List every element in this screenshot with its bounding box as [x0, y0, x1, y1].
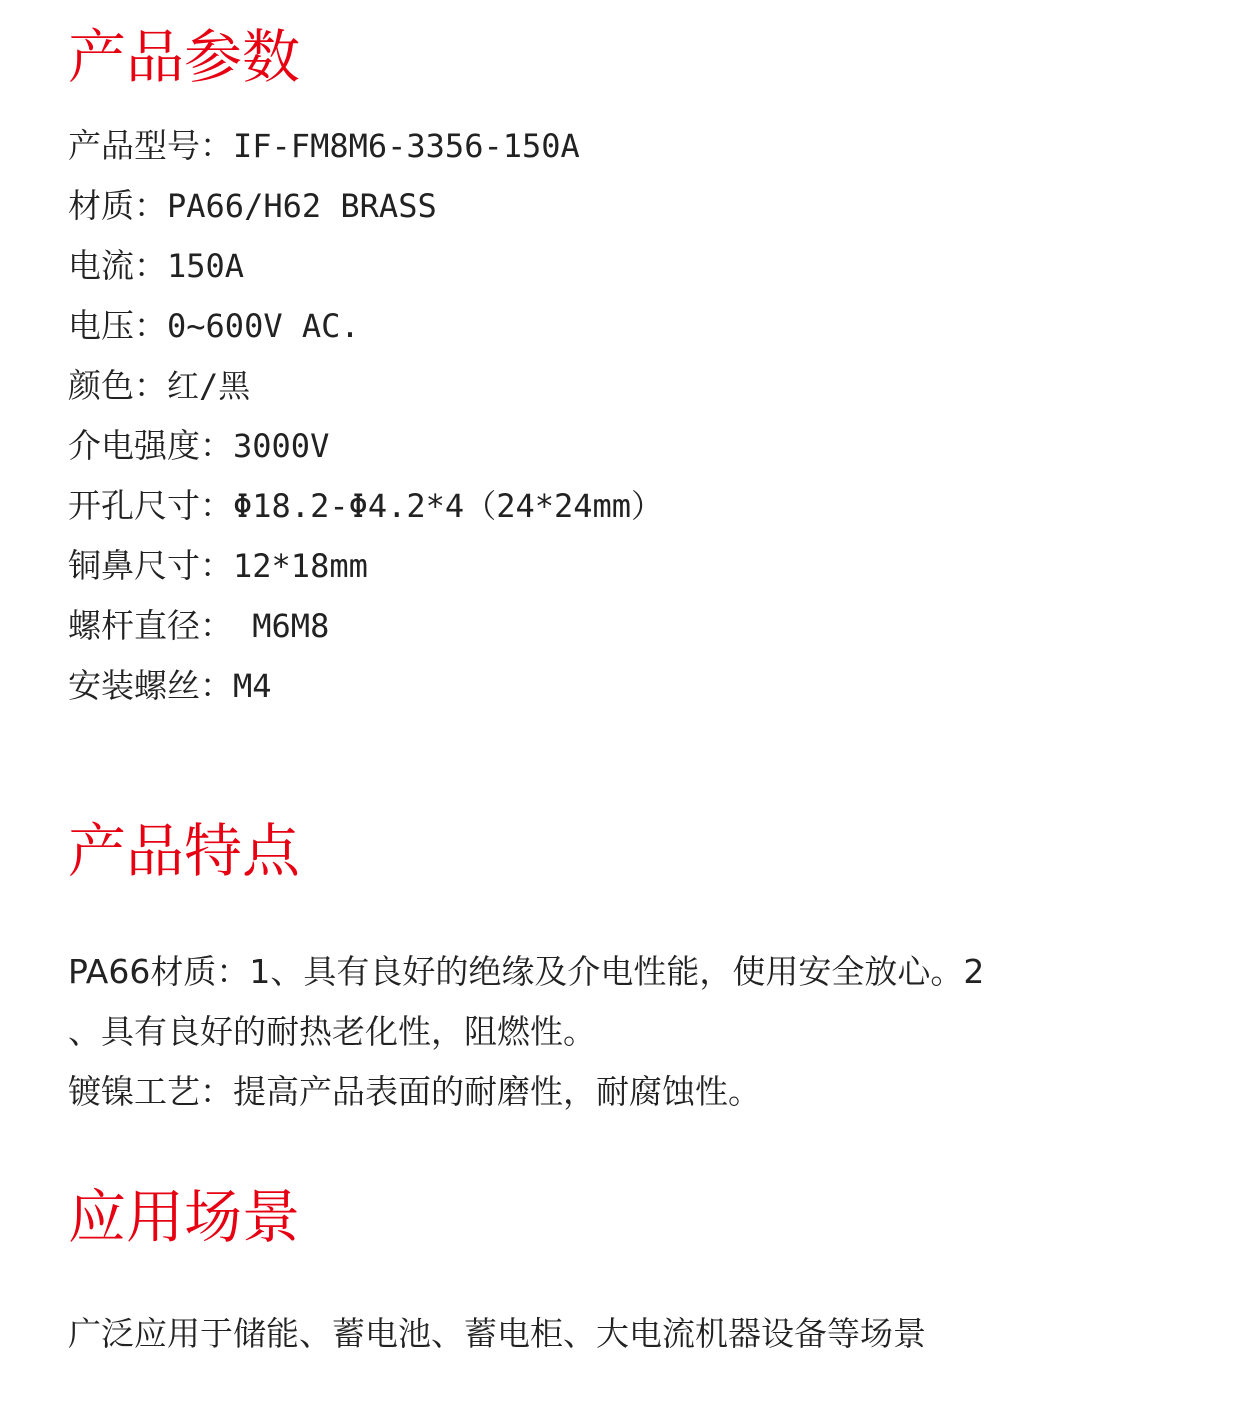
spec-row-material: [68, 176, 663, 236]
feature-line: 镀镍工艺：提高产品表面的耐磨性，耐腐蚀性。: [68, 1072, 761, 1111]
feature-line: PA66材质：1、具有良好的绝缘及介电性能，使用安全放心。2: [68, 952, 985, 991]
spec-row-color: [68, 356, 663, 416]
spec-label: 开孔尺寸：: [68, 486, 233, 525]
spec-label: 安装螺丝：: [68, 666, 233, 705]
section-title-product-params: 产品参数: [68, 23, 301, 91]
spec-row-model: [68, 116, 663, 176]
spec-row-dielectric-strength: [68, 416, 663, 476]
spec-row-stud-diameter: [68, 596, 663, 656]
spec-value: PA66/H62 BRASS: [167, 187, 437, 225]
section-title-applications: 应用场景: [68, 1183, 301, 1251]
spec-value: M4: [233, 667, 272, 705]
spec-list: [68, 116, 663, 716]
spec-label: 颜色：: [68, 366, 167, 405]
spec-row-voltage: [68, 296, 663, 356]
spec-row-current: [68, 236, 663, 296]
section-title-product-features: 产品特点: [68, 817, 301, 885]
feature-line: 、具有良好的耐热老化性，阻燃性。: [68, 1012, 596, 1051]
spec-value: 红/黑: [167, 367, 251, 405]
spec-value: 12*18mm: [233, 547, 368, 585]
spec-value: 0~600V AC.: [167, 307, 360, 345]
spec-value: 3000V: [233, 427, 330, 465]
spec-row-cutout-size: [68, 476, 663, 536]
spec-label: 电流：: [68, 246, 167, 285]
spec-label: 螺杆直径：: [68, 606, 233, 645]
spec-label: 产品型号：: [68, 126, 233, 165]
features-text: [68, 942, 1178, 1122]
spec-label: 介电强度：: [68, 426, 233, 465]
spec-row-mounting-screw: [68, 656, 663, 716]
spec-label: 电压：: [68, 306, 167, 345]
spec-label: 铜鼻尺寸：: [68, 546, 233, 585]
spec-value: IF-FM8M6-3356-150A: [233, 127, 580, 165]
spec-label: 材质：: [68, 186, 167, 225]
spec-value: Φ18.2-Φ4.2*4（24*24mm）: [233, 487, 664, 525]
spec-row-lug-size: [68, 536, 663, 596]
applications-text: 广泛应用于储能、蓄电池、蓄电柜、大电流机器设备等场景: [68, 1314, 926, 1353]
spec-value: M6M8: [233, 607, 330, 645]
spec-value: 150A: [167, 247, 245, 285]
